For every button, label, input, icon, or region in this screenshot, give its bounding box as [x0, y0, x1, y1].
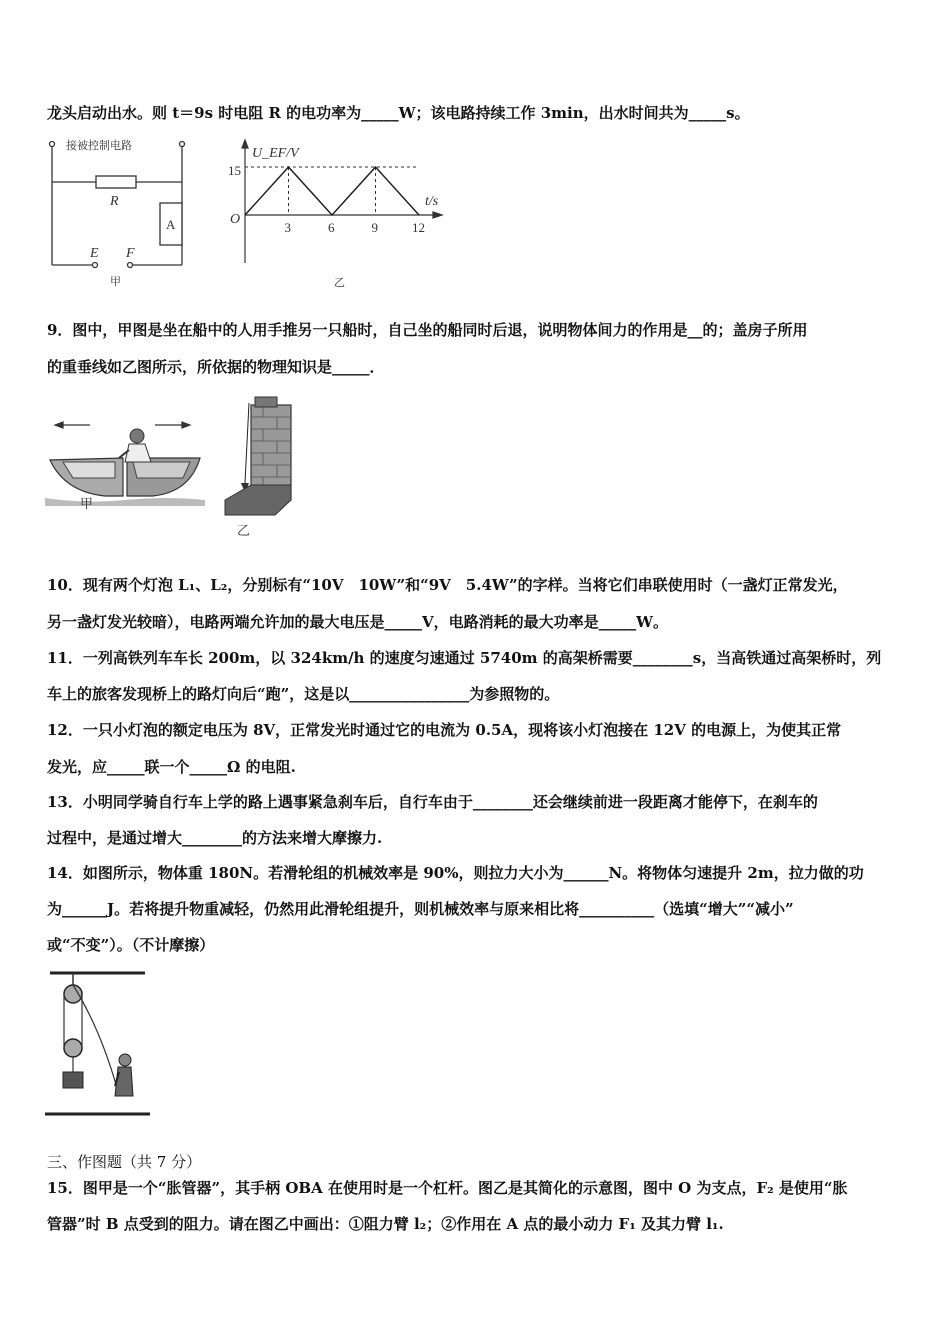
- q10-line-2: 另一盏灯发光较暗），电路两端允许加的最大电压是_____V，电路消耗的最大功率是_____W。: [47, 613, 668, 631]
- q9-line-1: 9．图中，甲图是坐在船中的人用手推另一只船时，自己坐的船同时后退，说明物体间力的作用是__的；盖房子所用: [47, 321, 808, 339]
- q13-line-2: 过程中，是通过增大________的方法来增大摩擦力.: [47, 829, 383, 847]
- voltage-time-graph: [220, 135, 460, 290]
- section-3-title: 三、作图题（共 7 分）: [47, 1153, 202, 1171]
- q15-line-2: 管器”时 B 点受到的阻力。请在图乙中画出：①阻力臂 l₂；②作用在 A 点的最小动力 F₁ 及其力臂 l₁.: [47, 1215, 724, 1233]
- q10-line-1: 10．现有两个灯泡 L₁、L₂，分别标有“10V 10W”和“9V 5.4W”的字样。当将它们串联使用时（一盏灯正常发光，: [47, 576, 848, 594]
- x-tick-label: 6: [328, 220, 335, 235]
- plumb-line-illustration: [215, 395, 305, 540]
- q14-line-1: 14．如图所示，物体重 180N。若滑轮组的机械效率是 90%，则拉力大小为______N。将物体匀速提升 2m，拉力做的功: [47, 864, 864, 882]
- series-line: [245, 167, 419, 215]
- q9-line-2: 的重垂线如乙图所示，所依据的物理知识是_____．: [47, 358, 385, 376]
- terminal-e-label: E: [90, 246, 99, 261]
- q11-line-1: 11．一列高铁列车车长 200m，以 324km/h 的速度匀速通过 5740m 的高架桥需要________s，当高铁通过高架桥时，列: [47, 649, 882, 667]
- q13-line-1: 13．小明同学骑自行车上学的路上遇事紧急刹车后，自行车由于________还会继续前进一段距离才能停下，在刹车的: [47, 793, 818, 811]
- boat-caption: 甲: [80, 496, 94, 510]
- q11-line-2: 车上的旅客发现桥上的路灯向后“跑”，这是以________________为参照物的。: [47, 685, 560, 703]
- circuit-diagram: [40, 135, 200, 290]
- q15-line-1: 15．图甲是一个“胀管器”，其手柄 OBA 在使用时是一个杠杆。图乙是其简化的示意图，图中 O 为支点，F₂ 是使用“胀: [47, 1179, 848, 1197]
- x-tick-label: 3: [284, 220, 291, 235]
- x-axis-label: t/s: [425, 194, 439, 209]
- q14-line-2: 为______J。若将提升物重减轻，仍然用此滑轮组提升，则机械效率与原来相比将__________（选填“增大”“减小”: [47, 900, 794, 918]
- q8-line-1: 龙头启动出水。则 t＝9s 时电阻 R 的电功率为_____W；该电路持续工作 3min，出水时间共为_____s。: [47, 104, 750, 122]
- q14-line-3: 或“不变”）。（不计摩擦）: [47, 936, 215, 954]
- y-axis-label: U_EF/V: [252, 146, 299, 161]
- resistor-label: R: [110, 194, 119, 209]
- y-tick-label: 15: [228, 163, 241, 178]
- terminal-f-label: F: [126, 246, 135, 261]
- plumb-caption: 乙: [237, 523, 251, 538]
- x-tick-label: 9: [371, 220, 378, 235]
- circuit-label-top: 接被控制电路: [66, 140, 132, 152]
- q12-line-1: 12．一只小灯泡的额定电压为 8V，正常发光时通过它的电流为 0.5A，现将该小灯泡接在 12V 的电源上，为使其正常: [47, 721, 842, 739]
- pulley-illustration: [45, 968, 155, 1120]
- circuit-caption: 甲: [110, 276, 121, 288]
- boat-illustration: [45, 400, 205, 510]
- graph-caption: 乙: [334, 277, 345, 289]
- origin-label: O: [230, 212, 241, 227]
- ammeter-label: A: [166, 217, 176, 232]
- x-tick-label: 12: [412, 220, 425, 235]
- q12-line-2: 发光，应_____联一个_____Ω 的电阻.: [47, 758, 296, 776]
